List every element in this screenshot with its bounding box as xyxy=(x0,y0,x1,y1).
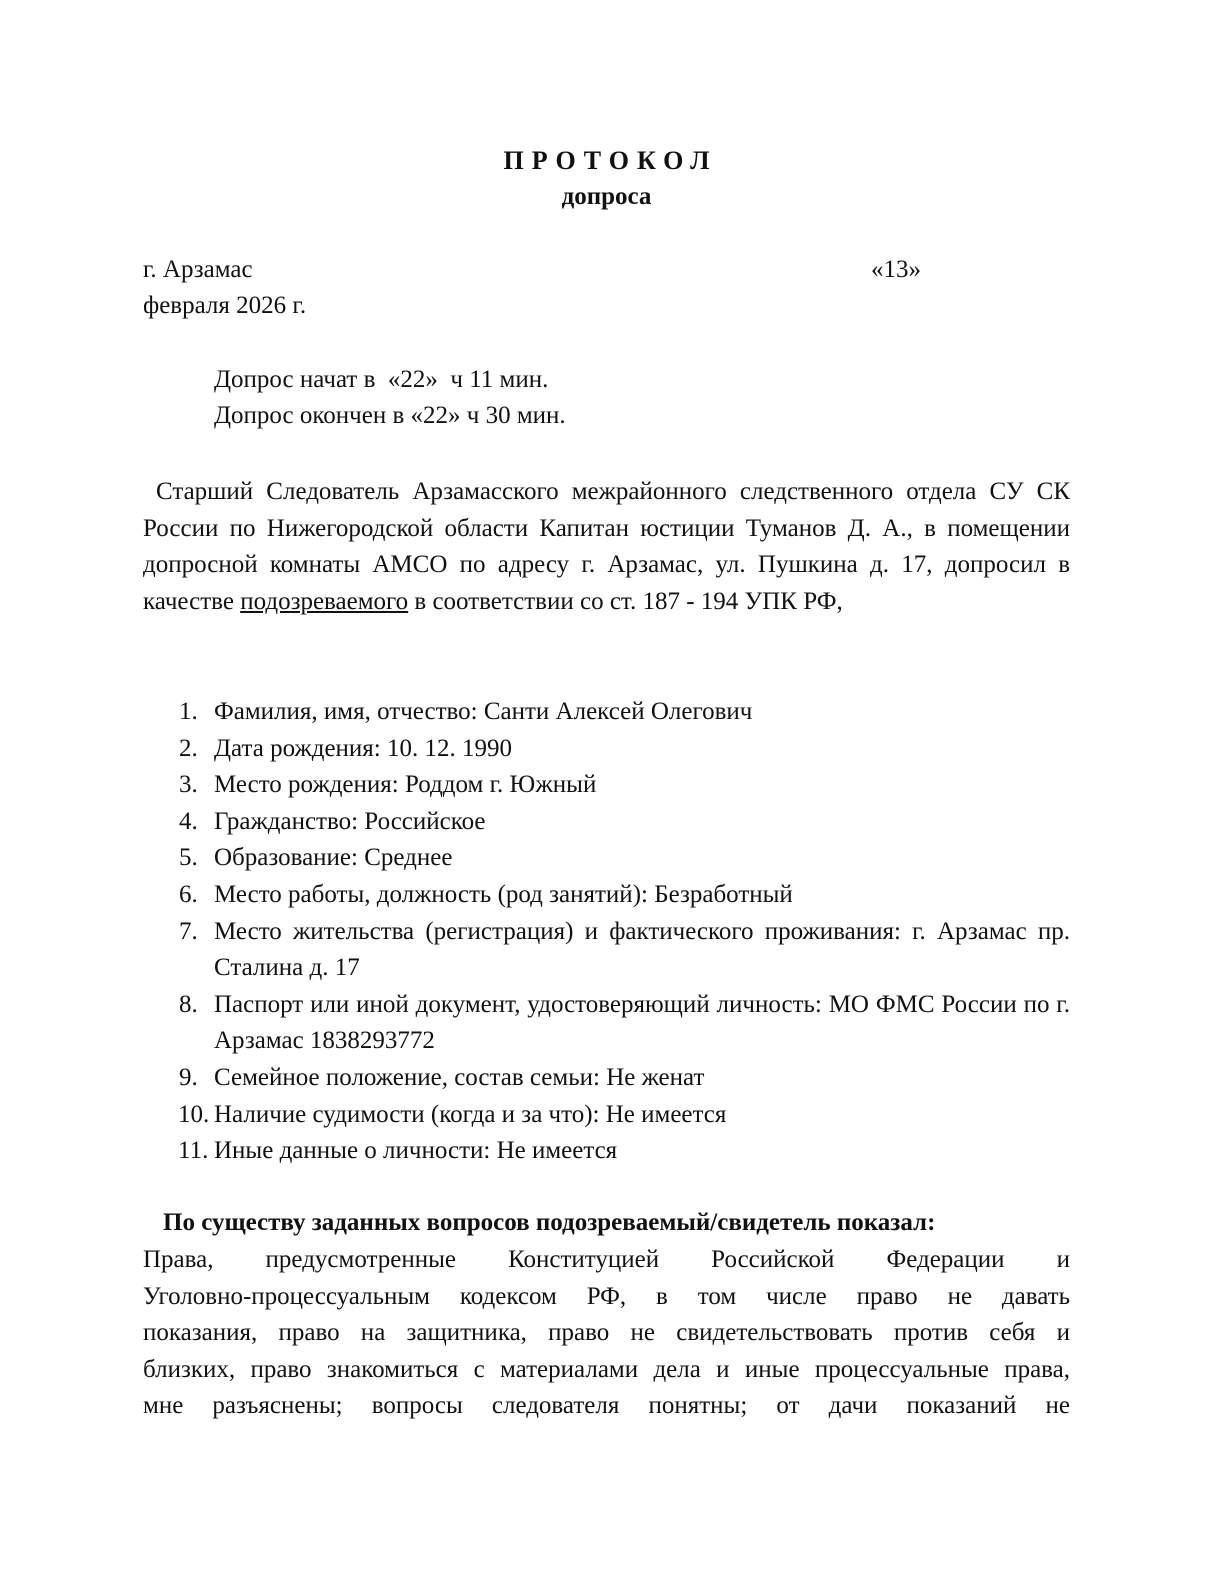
time-start: Допрос начат в «22» ч 11 мин. xyxy=(214,366,549,393)
list-item-number: 6. xyxy=(179,880,198,908)
testimony-heading: По существу заданных вопросов подозреваемый/свидетель показал: xyxy=(163,1209,936,1236)
intro-underlined-role: подозреваемого xyxy=(240,587,409,615)
list-item-number: 1. xyxy=(179,698,198,725)
time-end: Допрос окончен в «22» ч 30 мин. xyxy=(214,402,566,429)
list-item-text: Образование: Среднее xyxy=(214,844,453,872)
document-title-text: ПРОТОКОЛ xyxy=(503,146,718,175)
city: г. Арзамас xyxy=(143,256,253,283)
list-item xyxy=(143,914,1070,987)
document-subtitle: допроса xyxy=(561,183,652,210)
document-title xyxy=(143,144,1070,178)
testimony-line: Права, предусмотренные Конституцией Российской Федерации и xyxy=(143,1246,1070,1273)
list-item-number: 2. xyxy=(179,734,198,762)
list-item-number: 4. xyxy=(179,807,198,835)
list-item-text: Место работы, должность (род занятий): Безработный xyxy=(214,880,793,908)
list-item-text: Паспорт или иной документ, удостоверяющий личность: МО ФМС России по г. Арзамас 1838293772 xyxy=(214,990,1070,1055)
list-item xyxy=(143,804,1070,841)
list-item-number: 10. xyxy=(178,1100,210,1128)
list-item-text: Фамилия, имя, отчество: Санти Алексей Олегович xyxy=(214,698,753,725)
list-item-number: 9. xyxy=(179,1063,198,1091)
list-item xyxy=(143,767,1070,804)
testimony-line: показания, право на защитника, право не свидетельствовать против себя и xyxy=(143,1319,1070,1347)
list-item xyxy=(143,840,1070,877)
testimony-paragraph xyxy=(143,1242,1070,1425)
list-item xyxy=(143,694,1070,731)
list-item-text: Семейное положение, состав семьи: Не женат xyxy=(214,1063,705,1091)
list-item-number: 3. xyxy=(179,771,198,799)
document-page xyxy=(143,0,1070,1584)
list-item-text: Иные данные о личности: Не имеется xyxy=(214,1137,618,1165)
testimony-line: мне разъяснены; вопросы следователя понятны; от дачи показаний не xyxy=(143,1392,1070,1420)
list-item xyxy=(143,877,1070,914)
list-item-number: 7. xyxy=(179,917,198,945)
testimony-line: Уголовно-процессуальным кодексом РФ, в том числе право не давать xyxy=(143,1282,1070,1310)
list-item xyxy=(143,1097,1070,1134)
list-item xyxy=(143,1133,1070,1170)
list-item-text: Место рождения: Роддом г. Южный xyxy=(214,771,597,799)
intro-paragraph xyxy=(143,474,1070,620)
date-day: «13» xyxy=(871,256,921,283)
list-item-number: 8. xyxy=(179,990,198,1018)
intro-text-1: Старший Следователь Арзамасского межрайонного следственного отдела СУ СК России по Нижегородской области Капитан юстиции Туманов Д. А., в помещении допросной комнаты АМСО по адресу г. Арзамас, ул. Пушкина д. 17, допросил в качестве xyxy=(143,478,1070,615)
personal-data-list xyxy=(143,694,1070,1170)
intro-text-2: в соответствии со ст. 187 - 194 УПК РФ, xyxy=(408,587,843,615)
list-item xyxy=(143,1060,1070,1097)
list-item-text: Наличие судимости (когда и за что): Не имеется xyxy=(214,1100,727,1128)
list-item xyxy=(143,987,1070,1060)
list-item-text: Дата рождения: 10. 12. 1990 xyxy=(214,734,512,762)
list-item-number: 11. xyxy=(178,1137,209,1165)
testimony-line: близких, право знакомиться с материалами дела и иные процессуальные права, xyxy=(143,1355,1070,1383)
list-item-text: Место жительства (регистрация) и фактического проживания: г. Арзамас пр. Сталина д. 17 xyxy=(214,917,1070,982)
list-item-number: 5. xyxy=(179,844,198,872)
list-item-text: Гражданство: Российское xyxy=(214,807,486,835)
date-month-year: февраля 2026 г. xyxy=(143,292,307,319)
list-item xyxy=(143,731,1070,768)
